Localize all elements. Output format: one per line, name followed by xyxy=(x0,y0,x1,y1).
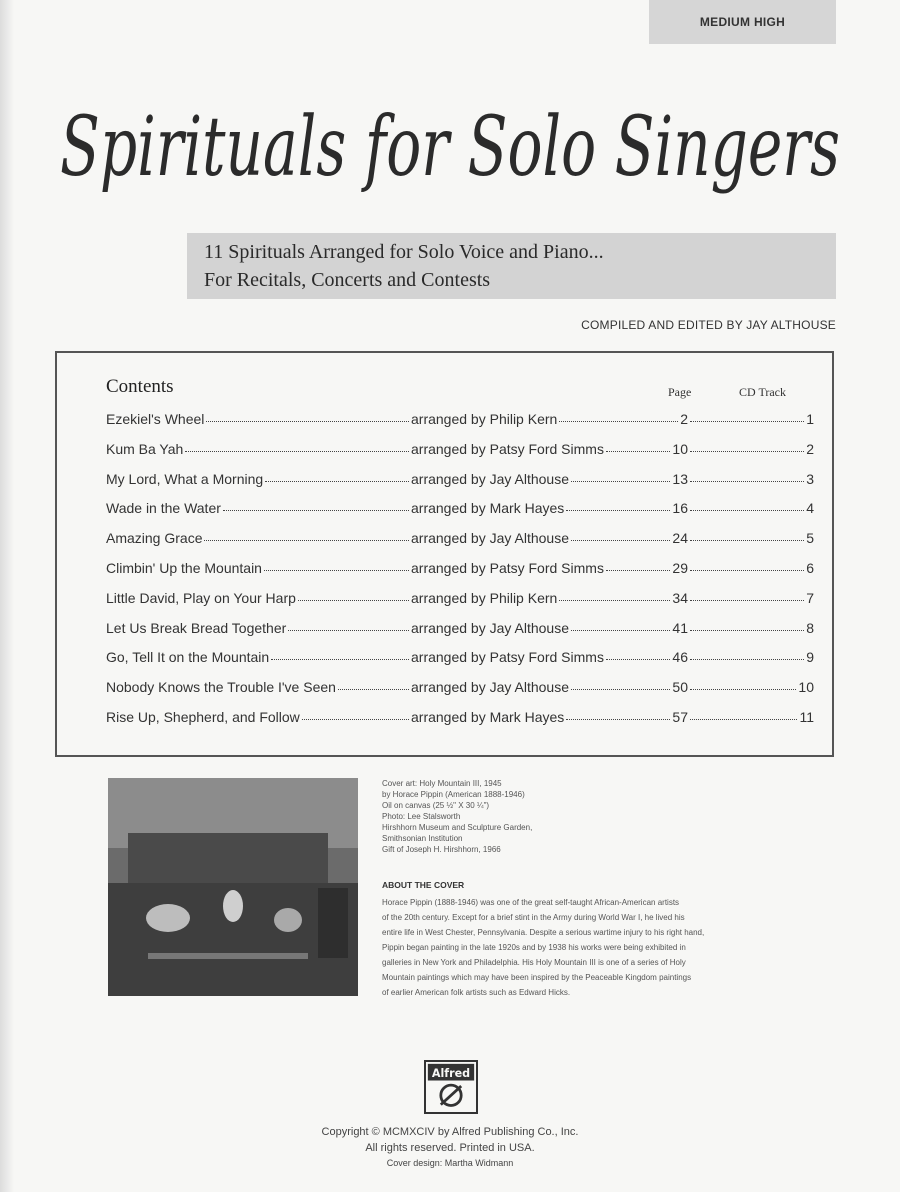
song-track: 2 xyxy=(806,440,814,457)
song-track: 9 xyxy=(806,649,814,666)
song-arranger: arranged by Mark Hayes xyxy=(411,709,565,725)
book-title-text: Spirituals for Solo Singers xyxy=(60,100,840,195)
copyright-line-2: All rights reserved. Printed in USA. xyxy=(365,1142,535,1154)
song-track: 5 xyxy=(806,530,814,547)
song-title: Let Us Break Bread Together xyxy=(106,619,287,636)
dot-leader xyxy=(571,540,670,541)
contents-row xyxy=(106,530,814,552)
song-page: 46 xyxy=(672,649,688,666)
subtitle-band xyxy=(187,233,836,299)
publisher-logo xyxy=(424,1060,478,1114)
dot-leader xyxy=(690,570,804,571)
song-track: 4 xyxy=(806,500,814,517)
voice-range-label: MEDIUM HIGH xyxy=(649,0,836,44)
dot-leader xyxy=(690,600,804,601)
song-arranger: arranged by Philip Kern xyxy=(411,411,558,427)
song-track: 7 xyxy=(806,589,814,606)
song-track: 11 xyxy=(799,709,814,725)
song-track: 6 xyxy=(806,560,814,576)
song-page: 29 xyxy=(672,560,688,576)
dot-leader xyxy=(690,719,797,720)
dot-leader xyxy=(690,481,804,482)
dot-leader xyxy=(606,451,670,452)
cover-credit xyxy=(382,778,532,855)
song-arranger: arranged by Philip Kern xyxy=(411,589,558,606)
subtitle-line-1: 11 Spirituals Arranged for Solo Voice and Piano... xyxy=(204,241,604,263)
song-page: 50 xyxy=(672,679,688,696)
contents-row xyxy=(106,441,814,463)
dot-leader xyxy=(206,421,409,422)
dot-leader xyxy=(690,630,804,631)
dot-leader xyxy=(571,689,670,690)
dot-leader xyxy=(264,570,409,571)
song-track: 10 xyxy=(798,679,814,696)
about-cover-text xyxy=(382,895,767,1000)
song-title: Wade in the Water xyxy=(106,500,221,517)
book-title xyxy=(50,60,850,230)
song-title: Amazing Grace xyxy=(106,530,203,547)
contents-row xyxy=(106,500,814,522)
song-arranger: arranged by Jay Althouse xyxy=(411,470,569,487)
about-line: of the 20th century. Except for a brief stint in the Army during World War I, he lived his xyxy=(382,913,685,922)
song-title: Go, Tell It on the Mountain xyxy=(106,649,270,666)
song-page: 57 xyxy=(672,709,688,725)
dot-leader xyxy=(338,689,409,690)
song-arranger: arranged by Jay Althouse xyxy=(411,530,569,547)
cover-credit-line: Gift of Joseph H. Hirshhorn, 1966 xyxy=(382,845,501,854)
dot-leader xyxy=(690,421,804,422)
cover-design-credit: Cover design: Martha Widmann xyxy=(386,1158,514,1168)
dot-leader xyxy=(566,719,670,720)
dot-leader xyxy=(185,451,409,452)
contents-row xyxy=(106,471,814,493)
dot-leader xyxy=(271,659,409,660)
page-column-header: Page xyxy=(668,385,692,399)
song-track: 1 xyxy=(806,411,814,427)
about-line: galleries in New York and Philadelphia. His Holy Mountain III is one of a series of Holy xyxy=(382,958,686,967)
about-line: Horace Pippin (1888-1946) was one of the great self-taught African-American artists xyxy=(382,898,680,907)
about-line: Mountain paintings which may have been inspired by the Peaceable Kingdom paintings xyxy=(382,973,692,982)
dot-leader xyxy=(571,481,670,482)
dot-leader xyxy=(302,719,409,720)
dot-leader xyxy=(690,659,804,660)
cover-art-image xyxy=(108,778,358,996)
dot-leader xyxy=(690,510,804,511)
contents-row xyxy=(106,560,814,582)
song-page: 24 xyxy=(672,530,688,547)
song-page: 2 xyxy=(680,411,688,427)
dot-leader xyxy=(690,451,804,452)
dot-leader xyxy=(571,630,670,631)
song-page: 10 xyxy=(672,440,688,457)
contents-row xyxy=(106,679,814,701)
page-edge-shadow xyxy=(0,0,14,1192)
cover-credit-line: Hirshhorn Museum and Sculpture Garden, xyxy=(382,823,533,832)
contents-row xyxy=(106,411,814,433)
contents-heading: Contents xyxy=(106,376,174,397)
song-arranger: arranged by Jay Althouse xyxy=(411,679,569,696)
dot-leader xyxy=(606,570,670,571)
cover-credit-line: by Horace Pippin (American 1888-1946) xyxy=(382,790,525,799)
song-title: Ezekiel's Wheel xyxy=(106,411,205,427)
dot-leader xyxy=(690,689,796,690)
contents-row xyxy=(106,620,814,642)
song-page: 41 xyxy=(672,619,688,636)
about-cover-heading: ABOUT THE COVER xyxy=(382,880,465,890)
song-page: 16 xyxy=(672,500,688,517)
dot-leader xyxy=(566,510,670,511)
contents-row xyxy=(106,590,814,612)
about-line: entire life in West Chester, Pennsylvania. Despite a serious wartime injury to his right hand, xyxy=(382,928,705,937)
cover-credit-line: Cover art: Holy Mountain III, 1945 xyxy=(382,779,502,788)
song-arranger: arranged by Mark Hayes xyxy=(411,500,565,517)
dot-leader xyxy=(204,540,409,541)
dot-leader xyxy=(606,659,670,660)
song-arranger: arranged by Jay Althouse xyxy=(411,619,569,636)
dot-leader xyxy=(298,600,409,601)
song-page: 34 xyxy=(672,589,688,606)
dot-leader xyxy=(559,600,670,601)
song-page: 13 xyxy=(672,470,688,487)
song-track: 8 xyxy=(806,619,814,636)
song-title: Climbin' Up the Mountain xyxy=(106,560,262,576)
about-line: Pippin began painting in the late 1920s and by 1938 his works were being exhibited in xyxy=(382,943,686,952)
dot-leader xyxy=(559,421,678,422)
song-title: Little David, Play on Your Harp xyxy=(106,589,296,606)
publisher-logo-text: Alfred xyxy=(431,1066,471,1080)
song-track: 3 xyxy=(806,470,814,487)
dot-leader xyxy=(690,540,804,541)
contents-row xyxy=(106,649,814,671)
dot-leader xyxy=(265,481,409,482)
compiled-by: COMPILED AND EDITED BY JAY ALTHOUSE xyxy=(581,318,836,332)
copyright-line-1: Copyright © MCMXCIV by Alfred Publishing Co., Inc. xyxy=(321,1126,579,1138)
song-title: Rise Up, Shepherd, and Follow xyxy=(106,709,300,725)
song-arranger: arranged by Patsy Ford Simms xyxy=(411,649,604,666)
song-title: My Lord, What a Morning xyxy=(106,470,264,487)
cover-credit-line: Oil on canvas (25 ½" X 30 ¼") xyxy=(382,801,490,810)
about-line: of earlier American folk artists such as Edward Hicks. xyxy=(382,988,571,997)
cover-credit-line: Photo: Lee Stalsworth xyxy=(382,812,461,821)
cover-credit-line: Smithsonian Institution xyxy=(382,834,463,843)
track-column-header: CD Track xyxy=(739,385,787,399)
song-title: Kum Ba Yah xyxy=(106,440,184,457)
song-arranger: arranged by Patsy Ford Simms xyxy=(411,560,604,576)
subtitle-line-2: For Recitals, Concerts and Contests xyxy=(204,269,491,291)
contents-row xyxy=(106,709,814,731)
dot-leader xyxy=(223,510,409,511)
song-title: Nobody Knows the Trouble I've Seen xyxy=(106,679,336,696)
song-arranger: arranged by Patsy Ford Simms xyxy=(411,440,604,457)
dot-leader xyxy=(288,630,409,631)
